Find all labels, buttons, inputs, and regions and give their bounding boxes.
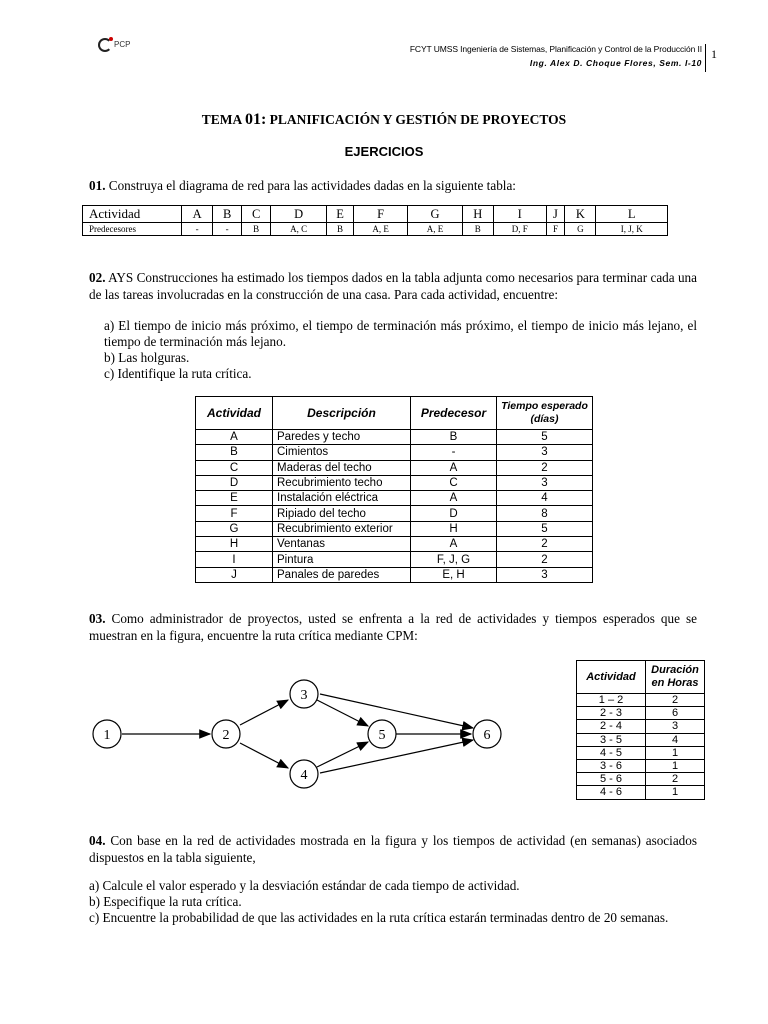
header-author: Ing. Alex D. Choque Flores, Sem. I-10 [529, 58, 702, 68]
table-row [577, 707, 705, 720]
column-header: Actividad [577, 661, 646, 694]
node-label: 3 [300, 688, 308, 703]
table-row [196, 521, 593, 536]
predecessor-cell: B [242, 223, 271, 236]
predecessor-cell: B [462, 223, 493, 236]
table-cell: 2 - 3 [577, 707, 646, 720]
activity-cell: B [213, 206, 242, 223]
activity-cell: H [462, 206, 493, 223]
exercise-03-table [576, 660, 705, 800]
pcp-logo: PCP [98, 38, 130, 52]
table-cell: 4 - 6 [577, 786, 646, 799]
table-cell: H [196, 537, 273, 552]
table-row [196, 506, 593, 521]
header-course: FCYT UMSS Ingeniería de Sistemas, Planificación y Control de la Producción II [409, 44, 702, 54]
table-cell: 2 [646, 773, 705, 786]
section-subtitle: EJERCICIOS [344, 144, 424, 159]
table-row [196, 460, 593, 475]
predecessor-cell: - [213, 223, 242, 236]
predecessor-cell: D, F [493, 223, 546, 236]
table-cell: I [196, 552, 273, 567]
column-header: Tiempo esperado (días) [497, 397, 593, 430]
table-cell: D [196, 475, 273, 490]
table-cell: 2 [646, 694, 705, 707]
table-row [196, 475, 593, 490]
node-label: 5 [378, 728, 386, 743]
table-cell: 1 [646, 786, 705, 799]
exercise-01-statement: 01. Construya el diagrama de red para las actividades dadas en la siguiente tabla: [89, 178, 516, 193]
table-cell: C [411, 475, 497, 490]
table-cell: F [196, 506, 273, 521]
edge-3-6 [320, 694, 473, 728]
column-header: Actividad [196, 397, 273, 430]
table-cell: 6 [646, 707, 705, 720]
table-cell: - [411, 445, 497, 460]
table-row [577, 773, 705, 786]
table-cell: E [196, 491, 273, 506]
header-divider [705, 44, 706, 72]
predecessor-cell: A, C [271, 223, 327, 236]
predecessor-cell: A, E [408, 223, 462, 236]
page-number: 1 [711, 47, 717, 61]
page-title: TEMA 01: PLANIFICACIÓN Y GESTIÓN DE PROYECTOS [201, 111, 567, 128]
table-cell: 1 – 2 [577, 694, 646, 707]
table-cell: A [411, 491, 497, 506]
logo-icon [98, 38, 112, 52]
predecessor-cell: - [182, 223, 213, 236]
table-cell: 5 - 6 [577, 773, 646, 786]
predecessor-cell: A, E [353, 223, 407, 236]
table-row [196, 491, 593, 506]
edge-3-5 [317, 700, 368, 726]
table-cell: G [196, 521, 273, 536]
table-cell: 4 - 5 [577, 746, 646, 759]
exercise-02-item-a: a) El tiempo de inicio más próximo, el tiempo de terminación más próximo, el tiempo de inicio más lejano, el tiempo de terminación más lejano. [104, 318, 697, 349]
edge-4-6 [320, 740, 473, 773]
exercise-04-item-a: a) Calcule el valor esperado y la desviación estándar de cada tiempo de actividad. [89, 878, 520, 893]
table-row [577, 694, 705, 707]
table-cell: Panales de paredes [273, 567, 411, 582]
table-cell: A [411, 460, 497, 475]
table-row [196, 537, 593, 552]
table-cell: 4 [646, 733, 705, 746]
table-row [196, 445, 593, 460]
exercise-03-statement: 03. Como administrador de proyectos, usted se enfrenta a la red de actividades y tiempos esperados que se muestran en la figura, encuentre la ruta crítica mediante CPM: [89, 611, 697, 643]
edge-2-4 [240, 743, 288, 768]
table-cell: 2 - 4 [577, 720, 646, 733]
table-cell: 1 [646, 759, 705, 772]
node-label: 1 [103, 728, 111, 743]
table-cell: 3 [497, 567, 593, 582]
table-cell: 5 [497, 430, 593, 445]
exercise-02-statement: 02. AYS Construcciones ha estimado los tiempos dados en la tabla adjunta como necesarios para terminar cada una de las tareas involucradas en la construcción de una casa. Para cada actividad, encuentre: [89, 270, 697, 302]
table-cell: 2 [497, 460, 593, 475]
activity-cell: G [408, 206, 462, 223]
exercise-04-statement: 04. Con base en la red de actividades mostrada en la figura y los tiempos de actividad (en semanas) asociados dispuestos en la tabla siguiente, [89, 833, 697, 865]
activity-cell: A [182, 206, 213, 223]
predecessor-cell: G [565, 223, 596, 236]
exercise-04-item-b: b) Especifique la ruta crítica. [89, 894, 242, 909]
activity-cell: L [596, 206, 668, 223]
table-row [196, 567, 593, 582]
table-cell: C [196, 460, 273, 475]
exercise-02-item-c: c) Identifique la ruta crítica. [104, 366, 252, 381]
table-cell: F, J, G [411, 552, 497, 567]
node-label: 4 [300, 768, 308, 783]
exercise-02-item-b: b) Las holguras. [104, 350, 190, 365]
table-row [577, 733, 705, 746]
predecessor-cell: B [327, 223, 354, 236]
table-cell: A [411, 537, 497, 552]
table-row [577, 759, 705, 772]
table-cell: 2 [497, 552, 593, 567]
table-cell: Paredes y techo [273, 430, 411, 445]
table-cell: Cimientos [273, 445, 411, 460]
activity-cell: C [242, 206, 271, 223]
column-header: Predecesor [411, 397, 497, 430]
activity-cell: F [353, 206, 407, 223]
activity-cell: I [493, 206, 546, 223]
table-cell: Recubrimiento exterior [273, 521, 411, 536]
table-cell: 8 [497, 506, 593, 521]
table-cell: 1 [646, 746, 705, 759]
table-cell: A [196, 430, 273, 445]
column-header: Descripción [273, 397, 411, 430]
activity-cell: J [546, 206, 565, 223]
node-label: 6 [483, 728, 491, 743]
activity-cell: D [271, 206, 327, 223]
table-row [196, 552, 593, 567]
table-row [577, 786, 705, 799]
table-cell: 2 [497, 537, 593, 552]
exercise-04-item-c: c) Encuentre la probabilidad de que las actividades en la ruta crítica estarán terminadas dentro de 20 semanas. [89, 910, 669, 925]
table-cell: 3 - 6 [577, 759, 646, 772]
table-cell: Maderas del techo [273, 460, 411, 475]
table-cell: 5 [497, 521, 593, 536]
table-cell: Pintura [273, 552, 411, 567]
edge-4-5 [317, 742, 368, 767]
table-row [577, 720, 705, 733]
edge-2-3 [240, 700, 288, 725]
table-cell: Ventanas [273, 537, 411, 552]
node-label: 2 [222, 728, 230, 743]
table-cell: J [196, 567, 273, 582]
network-diagram [80, 670, 530, 800]
activity-cell: E [327, 206, 354, 223]
table-cell: 3 [497, 475, 593, 490]
table-cell: Ripiado del techo [273, 506, 411, 521]
predecessor-cell: I, J, K [596, 223, 668, 236]
column-header: Duración en Horas [646, 661, 705, 694]
table-cell: 4 [497, 491, 593, 506]
activity-cell: K [565, 206, 596, 223]
table-cell: Recubrimiento techo [273, 475, 411, 490]
table-cell: B [196, 445, 273, 460]
table-row [577, 746, 705, 759]
exercise-01-table [82, 205, 668, 236]
table-cell: E, H [411, 567, 497, 582]
table-row: Actividad A B C D E F G H I J K L [83, 206, 668, 223]
table-cell: H [411, 521, 497, 536]
exercise-02-table [195, 396, 593, 583]
table-cell: 3 - 5 [577, 733, 646, 746]
table-cell: 3 [497, 445, 593, 460]
table-row [196, 430, 593, 445]
table-cell: 3 [646, 720, 705, 733]
table-row: Predecesores - - B A, C B A, E A, E B D, F F G I, J, K [83, 223, 668, 236]
predecessor-cell: F [546, 223, 565, 236]
table-cell: D [411, 506, 497, 521]
table-cell: B [411, 430, 497, 445]
table-cell: Instalación eléctrica [273, 491, 411, 506]
